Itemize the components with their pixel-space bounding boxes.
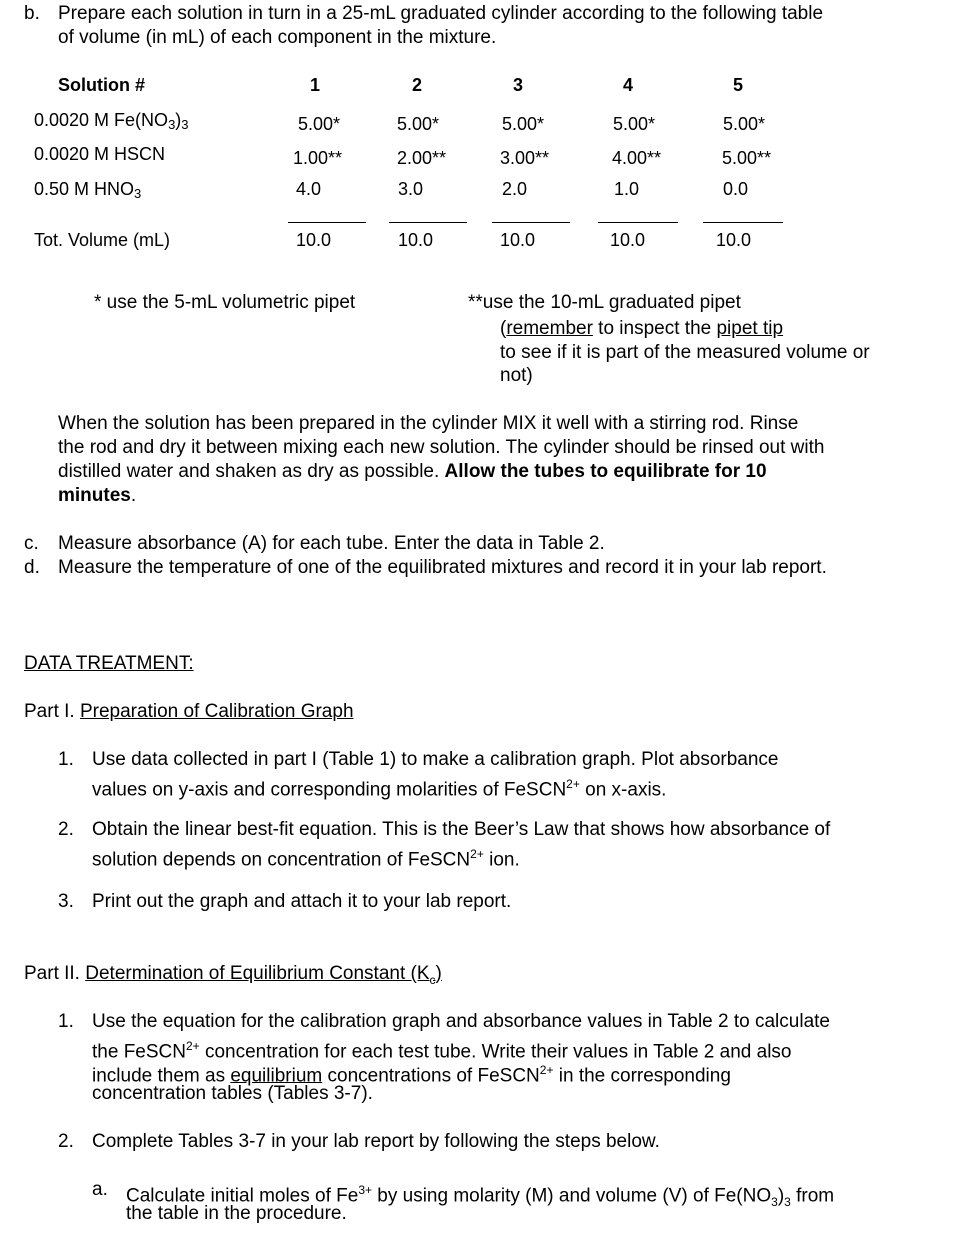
part2-item2-number: 2.	[58, 1131, 74, 1152]
solution-number: 1	[309, 75, 320, 95]
row-label-hscn: 0.0020 M HSCN	[34, 144, 166, 164]
footnote-double-asterisk-line3: to see if it is part of the measured volume or	[500, 342, 870, 363]
table-cell: 2.0	[502, 179, 528, 199]
part2-item1-line1: Use the equation for the calibration graph and absorbance values in Table 2 to calculate	[92, 1011, 830, 1032]
part1-item1-line2: values on y-axis and corresponding molarities of FeSCN$^{2+}$ on x-axis.	[92, 777, 667, 801]
part2-item1-number: 1.	[58, 1011, 74, 1032]
total-cell: 10.0	[296, 230, 332, 250]
mix-paragraph-line1: When the solution has been prepared in the cylinder MIX it well with a stirring rod. Rinse	[58, 413, 799, 434]
mix-paragraph-line3: distilled water and shaken as dry as possible. Allow the tubes to equilibrate for 10	[58, 461, 767, 482]
table-header-label: Solution #	[58, 75, 145, 95]
part2-item2a-line2: the table in the procedure.	[126, 1203, 347, 1224]
part2-item1-line2: the FeSCN$^{2+}$ concentration for each test tube. Write their values in Table 2 and also	[92, 1039, 792, 1063]
part1-item3-line1: Print out the graph and attach it to your lab report.	[92, 891, 512, 912]
sum-rule	[288, 222, 366, 223]
step-d-text: Measure the temperature of one of the equilibrated mixtures and record it in your lab report.	[58, 557, 827, 578]
table-cell: 1.00**	[293, 148, 343, 168]
sum-rule	[389, 222, 467, 223]
part2-item2-text: Complete Tables 3-7 in your lab report by following the steps below.	[92, 1131, 660, 1152]
part2-item2a-marker: a.	[92, 1179, 108, 1200]
part2-item2a-line1: Calculate initial moles of $Fe^{3+}$ by using molarity (M) and volume (V) of $Fe(NO_3)_3$ from	[126, 1183, 835, 1210]
table-cell: 5.00*	[613, 114, 656, 134]
total-cell: 10.0	[398, 230, 434, 250]
footnote-double-asterisk-line2: (remember to inspect the pipet tip	[500, 318, 784, 339]
table-cell: 5.00*	[397, 114, 440, 134]
part1-item2-line1: Obtain the linear best-fit equation. This is the Beer’s Law that shows how absorbance of	[92, 819, 831, 840]
part1-item2-line2: solution depends on concentration of FeSCN$^{2+}$ ion.	[92, 847, 520, 871]
part1-item2-number: 2.	[58, 819, 74, 840]
sum-rule	[492, 222, 570, 223]
table-cell: 1.0	[614, 179, 640, 199]
solution-number: 2	[411, 75, 422, 95]
table-cell: 5.00*	[502, 114, 545, 134]
mix-paragraph-line2: the rod and dry it between mixing each new solution. The cylinder should be rinsed out with	[58, 437, 825, 458]
table-cell: 4.0	[296, 179, 322, 199]
step-d-marker: d.	[24, 557, 40, 578]
solution-number: 4	[622, 75, 633, 95]
footnote-double-asterisk-line1: **use the 10-mL graduated pipet	[468, 292, 741, 313]
part1-item1-number: 1.	[58, 749, 74, 770]
part1-item3-number: 3.	[58, 891, 74, 912]
table-cell: 5.00*	[723, 114, 766, 134]
sum-rule	[598, 222, 678, 223]
step-b-line2: of volume (in mL) of each component in the mixture.	[58, 27, 497, 48]
step-c-text: Measure absorbance (A) for each tube. Enter the data in Table 2.	[58, 533, 605, 554]
part2-item1-line4: concentration tables (Tables 3-7).	[92, 1083, 373, 1104]
step-b-line1: Prepare each solution in turn in a 25-mL graduated cylinder according to the following table	[58, 3, 824, 24]
step-b-marker: b.	[24, 3, 40, 24]
table-cell: 2.00**	[397, 148, 447, 168]
mix-paragraph-line4: minutes.	[58, 485, 137, 506]
total-cell: 10.0	[716, 230, 752, 250]
total-cell: 10.0	[610, 230, 646, 250]
footnote-single-asterisk: * use the 5-mL volumetric pipet	[94, 292, 356, 313]
table-cell: 0.0	[723, 179, 749, 199]
total-cell: 10.0	[500, 230, 536, 250]
part1-heading: Part I. Preparation of Calibration Graph	[24, 701, 354, 722]
table-cell: 3.0	[398, 179, 424, 199]
table-cell: 5.00*	[298, 114, 341, 134]
table-cell: 4.00**	[612, 148, 662, 168]
row-label-iron-nitrate: 0.0020 M Fe(NO3)3	[34, 110, 189, 132]
row-label-nitric-acid: 0.50 M HNO3	[34, 179, 142, 201]
step-c-marker: c.	[24, 533, 39, 554]
footnote-double-asterisk-line4: not)	[500, 365, 533, 386]
part1-item1-line1: Use data collected in part I (Table 1) to make a calibration graph. Plot absorbance	[92, 749, 779, 770]
total-volume-label: Tot. Volume (mL)	[34, 230, 171, 250]
data-treatment-heading: DATA TREATMENT:	[24, 653, 194, 674]
solution-number: 5	[732, 75, 743, 95]
table-cell: 3.00**	[500, 148, 550, 168]
part2-item1-line3: include them as equilibrium concentrations of FeSCN$^{2+}$ in the corresponding	[92, 1063, 731, 1087]
sum-rule	[703, 222, 783, 223]
solution-number: 3	[512, 75, 523, 95]
table-cell: 5.00**	[722, 148, 772, 168]
part2-heading: Part II. Determination of Equilibrium Constant $(K_c)$	[24, 963, 442, 987]
